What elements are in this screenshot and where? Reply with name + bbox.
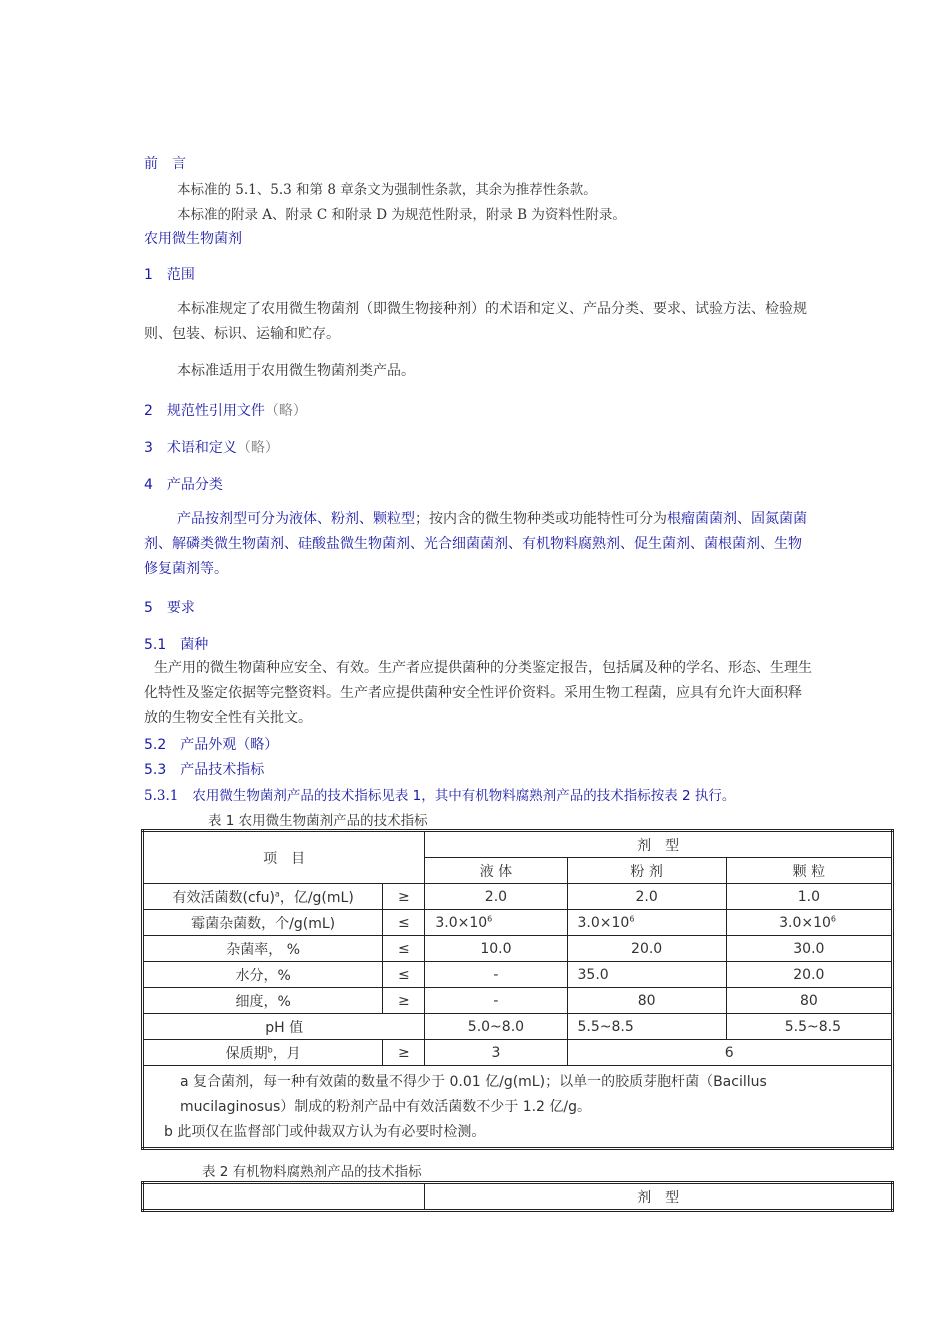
row-operator: ≤ [383,910,425,936]
row-operator: ≥ [383,988,425,1014]
classification-connector: ；按内含的微生物种类或功能特性可分为 [415,511,667,527]
table-2-caption: 表 2 有机物料腐熟剂产品的技术指标 [202,1164,422,1180]
table-1 [141,829,894,1150]
document-title: 农用微生物菌剂 [144,231,242,247]
row-operator: ≤ [383,936,425,962]
table-row [143,1040,893,1066]
section-4-paragraph [144,507,814,582]
row-liquid: $3.0\times 10^6$ [425,910,567,936]
product-form-classes: 产品按剂型可分为液体、粉剂、颗粒型 [177,511,415,527]
section-2-title: 2 规范性引用文件 [144,403,265,419]
section-5-1-heading: 5.1 菌种 [144,637,209,653]
row-liquid: - [425,962,567,988]
section-5-3-1 [144,784,735,804]
row-powder: 20.0 [567,936,726,962]
table-1-caption: 表 1 农用微生物菌剂产品的技术指标 [208,813,428,829]
table-row [143,884,893,910]
table-2 [141,1181,894,1212]
row-granule: 1.0 [726,884,892,910]
row-powder-granule: 6 [567,1040,892,1066]
row-item: 杂菌率， % [143,936,383,962]
section-3-title: 3 术语和定义 [144,440,237,456]
row-operator: ≤ [383,962,425,988]
section-5-3-1-number: 5.3.1 [144,788,179,804]
section-1-heading: 1 范围 [144,267,195,283]
section-4-heading: 4 产品分类 [144,477,223,493]
table-row [143,988,893,1014]
row-powder: 2.0 [567,884,726,910]
row-item: 保质期$^b$，月 [143,1040,383,1066]
row-item: 有效活菌数(cfu)$^a$，亿/g(mL) [143,884,383,910]
row-liquid: 2.0 [425,884,567,910]
table-2-header-row [143,1183,893,1211]
foreword-heading: 前 言 [144,156,186,172]
section-1-paragraph-2: 本标准适用于农用微生物菌剂类产品。 [177,363,415,379]
section-1-paragraph-1: 本标准规定了农用微生物菌剂（即微生物接种剂）的术语和定义、产品分类、要求、试验方法、检验规则、包装、标识、运输和贮存。 [144,301,807,342]
table-row [143,1014,893,1040]
section-5-2-heading: 5.2 产品外观（略） [144,737,279,753]
header-item: 项 目 [143,831,425,884]
section-5-heading: 5 要求 [144,600,195,616]
table-1-header-row-1 [143,831,893,858]
row-granule: 20.0 [726,962,892,988]
header-powder: 粉 剂 [567,858,726,884]
foreword-line-2: 本标准的附录 A、附录 C 和附录 D 为规范性附录，附录 B 为资料性附录。 [177,207,626,223]
row-liquid: 5.0~8.0 [425,1014,567,1040]
row-liquid: - [425,988,567,1014]
row-item: 细度，% [143,988,383,1014]
table-2-header-form: 剂 型 [425,1183,893,1211]
row-item: 霉菌杂菌数，个/g(mL) [143,910,383,936]
row-operator: ≥ [383,884,425,910]
note-a-line-2: mucilaginosus）制成的粉剂产品中有效活菌数不少于 1.2 亿/g。 [180,1099,592,1115]
section-2-heading [144,400,307,420]
row-liquid: 3 [425,1040,567,1066]
table-1-notes-row [143,1066,893,1149]
section-5-1-text: 生产用的微生物菌种应安全、有效。生产者应提供菌种的分类鉴定报告，包括属及种的学名、形态、生理生化特性及鉴定依据等完整资料。生产者应提供菌种安全性评价资料。采用生物工程菌，应具有允许大面积释放的生物安全性有关批文。 [144,660,812,726]
row-item: pH 值 [143,1014,425,1040]
row-liquid: 10.0 [425,936,567,962]
table-row [143,910,893,936]
foreword-line-1: 本标准的 5.1、5.3 和第 8 章条文为强制性条款，其余为推荐性条款。 [177,182,597,198]
row-powder: 35.0 [567,962,726,988]
row-powder: 5.5~8.5 [567,1014,726,1040]
section-3-suffix: （略） [236,440,279,456]
section-5-3-1-text: 农用微生物菌剂产品的技术指标见表 1，其中有机物料腐熟剂产品的技术指标按表 2 执行。 [192,788,736,804]
header-granule: 颗 粒 [726,858,892,884]
note-b: b 此项仅在监督部门或仲裁双方认为有必要时检测。 [164,1124,486,1140]
microbe-type-classes: 根瘤菌菌剂、固氮菌菌剂、解磷类微生物菌剂、硅酸盐微生物菌剂、光合细菌菌剂、有机物料腐熟剂、促生菌剂、菌根菌剂、生物修复菌剂等。 [144,511,807,577]
section-2-suffix: （略） [264,403,307,419]
table-row [143,936,893,962]
table-row [143,962,893,988]
header-form: 剂 型 [425,831,893,858]
header-liquid: 液 体 [425,858,567,884]
row-granule: 80 [726,988,892,1014]
table-1-notes [143,1066,893,1149]
row-granule: 30.0 [726,936,892,962]
row-granule: $3.0\times 10^6$ [726,910,892,936]
row-powder: 80 [567,988,726,1014]
section-3-heading [144,437,279,457]
row-powder: $3.0\times 10^6$ [567,910,726,936]
section-5-3-heading: 5.3 产品技术指标 [144,762,265,778]
row-item: 水分，% [143,962,383,988]
note-a-line-1: a 复合菌剂，每一种有效菌的数量不得少于 0.01 亿/g(mL)；以单一的胶质芽胞杆菌（Bacillus [180,1074,767,1090]
row-granule: 5.5~8.5 [726,1014,892,1040]
table-2-header-item [143,1183,425,1211]
row-operator: ≥ [383,1040,425,1066]
